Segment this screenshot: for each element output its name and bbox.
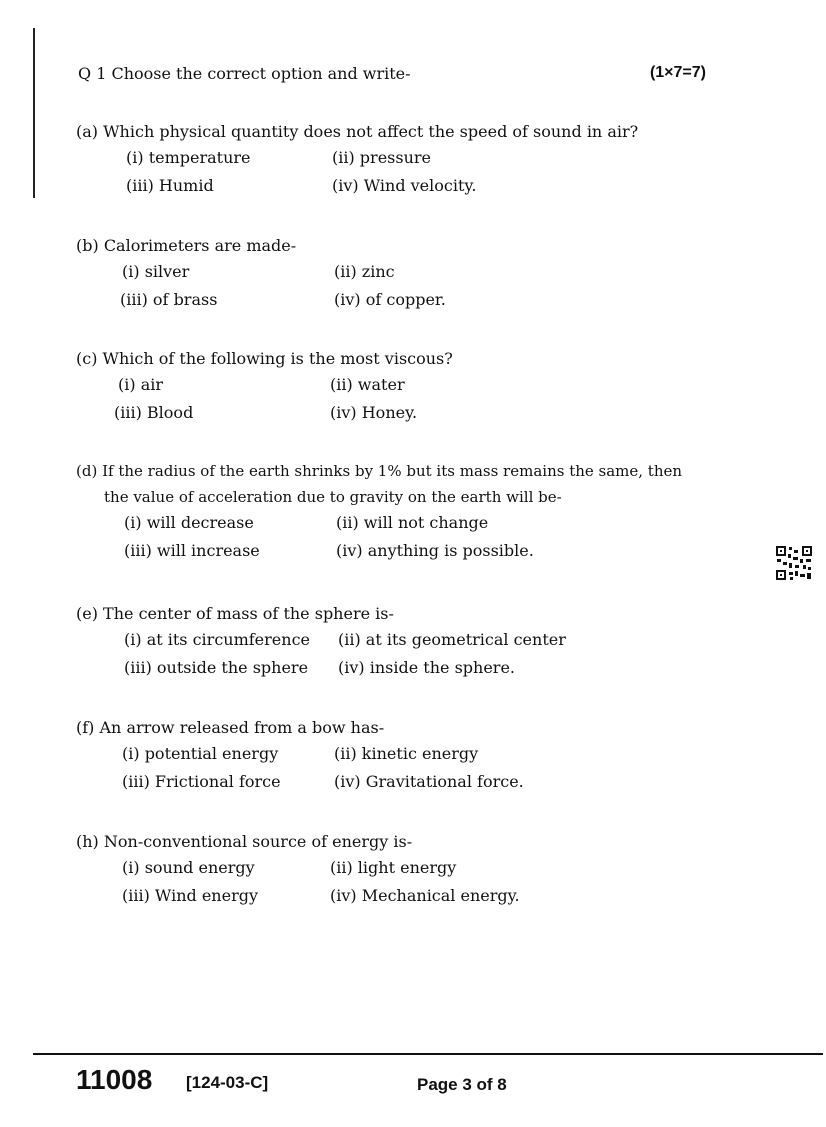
question-stem: (d) If the radius of the earth shrinks by 1% but its mass remains the same, then <box>76 462 683 480</box>
question-a <box>76 122 639 195</box>
option-2: (ii) kinetic energy <box>334 744 479 763</box>
page-number: Page 3 of 8 <box>417 1075 507 1094</box>
question-f <box>76 718 524 791</box>
option-2: (ii) will not change <box>336 513 489 532</box>
question-c <box>76 349 453 422</box>
option-1: (i) air <box>118 375 163 394</box>
option-1: (i) at its circumference <box>124 630 310 649</box>
option-3: (iii) Wind energy <box>122 886 259 905</box>
option-2: (ii) pressure <box>332 148 432 167</box>
option-4: (iv) Mechanical energy. <box>330 886 520 905</box>
option-1: (i) sound energy <box>122 858 255 877</box>
question-title: Q 1 Choose the correct option and write- <box>78 64 411 83</box>
option-1: (i) silver <box>122 262 190 281</box>
option-4: (iv) anything is possible. <box>336 541 534 560</box>
option-4: (iv) Wind velocity. <box>332 176 477 195</box>
option-3: (iii) outside the sphere <box>124 658 309 677</box>
question-e <box>76 604 566 677</box>
option-2: (ii) light energy <box>330 858 457 877</box>
option-4: (iv) inside the sphere. <box>338 658 515 677</box>
question-stem: (a) Which physical quantity does not affect the speed of sound in air? <box>76 122 639 141</box>
option-2: (ii) at its geometrical center <box>338 630 566 649</box>
option-4: (iv) Honey. <box>330 403 418 422</box>
question-stem: (h) Non-conventional source of energy is- <box>76 832 413 851</box>
option-3: (iii) Blood <box>114 403 194 422</box>
option-3: (iii) of brass <box>120 290 218 309</box>
question-stem: (b) Calorimeters are made- <box>76 236 297 255</box>
option-3: (iii) will increase <box>124 541 260 560</box>
option-1: (i) will decrease <box>124 513 254 532</box>
option-3: (iii) Humid <box>126 176 214 195</box>
marks-allocation: (1×7=7) <box>649 64 706 81</box>
option-4: (iv) of copper. <box>334 290 446 309</box>
paper-code: 11008 <box>76 1064 153 1095</box>
question-stem: (c) Which of the following is the most viscous? <box>76 349 453 368</box>
footer-divider <box>33 1053 823 1055</box>
question-b <box>76 236 446 309</box>
question-stem-continued: the value of acceleration due to gravity on the earth will be- <box>104 488 562 506</box>
option-1: (i) temperature <box>126 148 251 167</box>
option-2: (ii) water <box>330 375 405 394</box>
question-d <box>76 462 683 560</box>
option-2: (ii) zinc <box>334 262 395 281</box>
option-4: (iv) Gravitational force. <box>334 772 524 791</box>
qr-code-icon <box>775 545 813 581</box>
question-stem: (f) An arrow released from a bow has- <box>76 718 385 737</box>
option-1: (i) potential energy <box>122 744 279 763</box>
question-h <box>76 832 520 905</box>
subject-code: [124-03-C] <box>186 1073 269 1092</box>
question-stem: (e) The center of mass of the sphere is- <box>76 604 394 623</box>
margin-line <box>33 28 35 198</box>
option-3: (iii) Frictional force <box>122 772 281 791</box>
